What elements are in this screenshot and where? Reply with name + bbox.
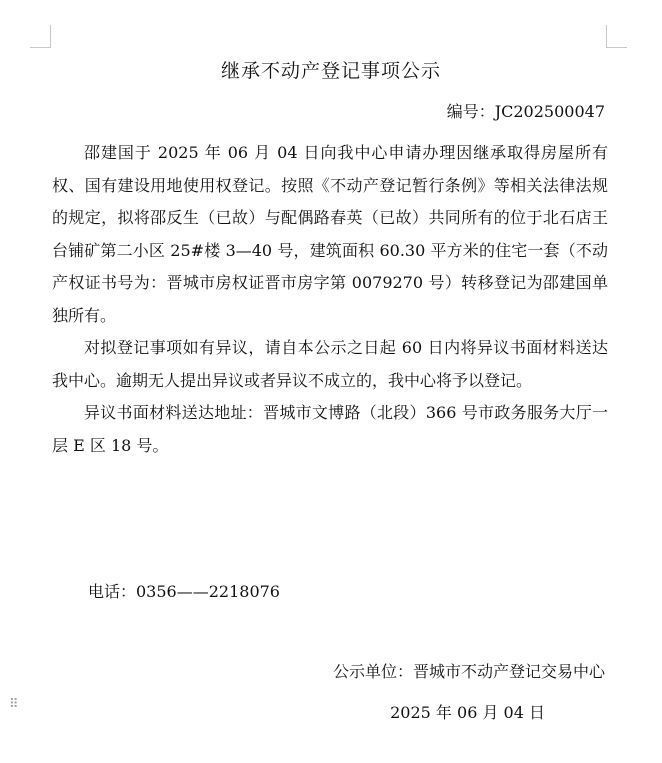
issue-date: 2025 年 06 月 04 日 — [390, 703, 545, 722]
drag-handle-icon[interactable]: ⠿ — [9, 697, 17, 712]
issuing-unit: 公示单位：晋城市不动产登记交易中心 — [332, 662, 605, 681]
page-corner-mark-top-right — [606, 25, 627, 48]
document-number: 编号：JC202500047 — [446, 102, 605, 121]
paragraph-objection-address: 异议书面材料送达地址：晋城市文博路（北段）366 号市政务服务大厅一层 E 区 18 号。 — [52, 403, 608, 455]
paragraph-objection-period: 对拟登记事项如有异议，请自本公示之日起 60 日内将异议书面材料送达我中心。逾期无人提出异议或者异议不成立的，我中心将予以登记。 — [52, 338, 608, 390]
contact-phone: 电话：0356——2218076 — [88, 582, 280, 601]
document-body — [52, 137, 608, 462]
document-title: 继承不动产登记事项公示 — [220, 60, 441, 82]
page-corner-mark-top-left — [30, 25, 51, 48]
paragraph-application: 邵建国于 2025 年 06 月 04 日向我中心申请办理因继承取得房屋所有权、国有建设用地使用权登记。按照《不动产登记暂行条例》等相关法律法规的规定，拟将邵反生（已故）与配偶路春英（已故）共同所有的位于北石店王台铺矿第二小区 25#楼 3—40 号，建筑面积 60.30 平方米的住宅一套（不动产权证书号为：晋城市房权证晋市房字第 0079270 号）转移登记为邵建国单独所有。 — [52, 143, 608, 325]
